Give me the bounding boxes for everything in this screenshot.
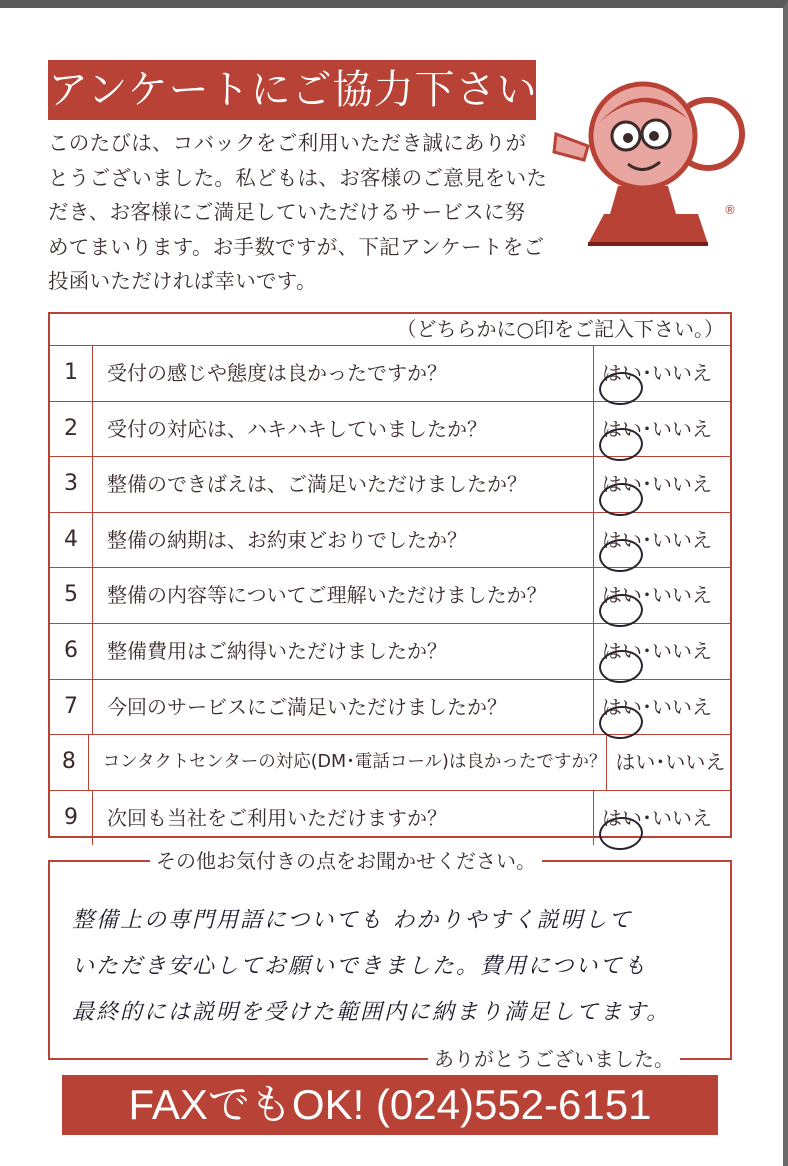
answer-cell[interactable]: はい･いいえ	[593, 402, 730, 457]
question-number: 2	[50, 402, 93, 457]
question-text: 次回も当社をご利用いただけますか？	[107, 805, 447, 830]
survey-row	[50, 680, 730, 736]
question-text: 今回のサービスにご満足いただけましたか？	[107, 694, 507, 719]
intro-line: 投函いただければ幸いです。	[48, 269, 317, 293]
answer-yes[interactable]: はい	[602, 528, 642, 552]
svg-text:®: ®	[724, 203, 736, 217]
answer-yes[interactable]: はい	[602, 361, 642, 385]
question-text: 整備費用はご納得いただけましたか？	[107, 638, 447, 663]
answer-yes[interactable]: はい	[602, 695, 642, 719]
survey-instruction: （どちらかに○印をご記入下さい。）	[50, 314, 730, 346]
intro-line: とうございました。私どもは、お客様のご意見をいた	[48, 165, 548, 190]
answer-yes[interactable]: はい	[602, 583, 642, 607]
question-number: 5	[50, 568, 93, 623]
answer-yes[interactable]: はい	[602, 639, 642, 663]
survey-title: アンケートにご協力下さい	[48, 60, 536, 120]
answer-no[interactable]: いいえ	[652, 805, 712, 830]
fax-banner: FAXでもOK! (024)552-6151	[62, 1075, 718, 1135]
comments-box[interactable]	[48, 849, 732, 1071]
answer-no[interactable]: いいえ	[652, 416, 712, 441]
answer-no[interactable]: いいえ	[652, 527, 712, 552]
answer-cell[interactable]: はい･いいえ	[593, 568, 730, 623]
comment-line: 整備上の専門用語についても わかりやすく説明して	[72, 908, 633, 933]
intro-text	[48, 126, 548, 299]
question-text: 整備のできばえは、ご満足いただけましたか？	[107, 472, 527, 497]
answer-cell[interactable]: はい･いいえ	[593, 457, 730, 512]
question-number: 9	[50, 791, 93, 846]
closing-message: ありがとうございました。	[428, 1045, 680, 1073]
question-number: 1	[50, 346, 93, 401]
intro-line: このたびは、コバックをご利用いただき誠にありが	[48, 131, 527, 155]
answer-yes[interactable]: はい	[615, 750, 656, 775]
survey-row	[50, 735, 730, 791]
answer-no[interactable]: いいえ	[652, 361, 712, 385]
survey-row	[50, 513, 730, 569]
survey-row	[50, 346, 730, 402]
answer-cell[interactable]: はい･いいえ	[593, 346, 730, 401]
intro-line: だき、お客様にご満足していただけるサービスに努	[48, 200, 526, 224]
survey-row	[50, 457, 730, 513]
survey-row	[50, 791, 730, 846]
question-number: 6	[50, 624, 93, 679]
answer-yes[interactable]: はい	[602, 472, 642, 496]
answer-no[interactable]: いいえ	[652, 472, 712, 497]
intro-line: めてまいります。お手数ですが、下記アンケートをご	[48, 234, 545, 259]
handwritten-comment	[72, 898, 722, 1036]
answer-no[interactable]: いいえ	[652, 583, 712, 608]
question-text: コンタクトセンターの対応(DM･電話コール)は良かったですか？	[102, 752, 607, 773]
answer-no[interactable]: いいえ	[665, 750, 726, 775]
answer-no[interactable]: いいえ	[652, 638, 712, 663]
question-text: 受付の対応は、ハキハキしていましたか？	[107, 416, 487, 441]
kobac-mascot-icon	[548, 64, 748, 254]
survey-table	[48, 312, 732, 838]
answer-cell[interactable]: はい･いいえ	[593, 624, 730, 679]
question-number: 8	[50, 735, 89, 790]
comments-heading: その他お気付きの点をお聞かせください。	[150, 847, 542, 875]
comment-line: 最終的には説明を受けた範囲内に納まり満足してます。	[72, 1000, 671, 1025]
question-number: 7	[50, 680, 93, 735]
answer-no[interactable]: いいえ	[652, 694, 712, 719]
answer-yes[interactable]: はい	[602, 417, 642, 441]
survey-row	[50, 568, 730, 624]
question-text: 受付の感じや態度は良かったですか？	[107, 361, 447, 385]
answer-yes[interactable]: はい	[602, 806, 642, 830]
answer-cell[interactable]: はい･いいえ	[593, 513, 730, 568]
answer-cell[interactable]: はい･いいえ	[606, 735, 730, 790]
answer-cell[interactable]: はい･いいえ	[593, 791, 730, 846]
question-number: 3	[50, 457, 93, 512]
question-text: 整備の納期は、お約束どおりでしたか？	[107, 527, 467, 552]
comment-line: いただき安心してお願いできました。費用についても	[72, 954, 648, 979]
question-text: 整備の内容等についてご理解いただけましたか？	[107, 583, 547, 608]
survey-row	[50, 402, 730, 458]
question-number: 4	[50, 513, 93, 568]
survey-row	[50, 624, 730, 680]
answer-cell[interactable]: はい･いいえ	[593, 680, 730, 735]
